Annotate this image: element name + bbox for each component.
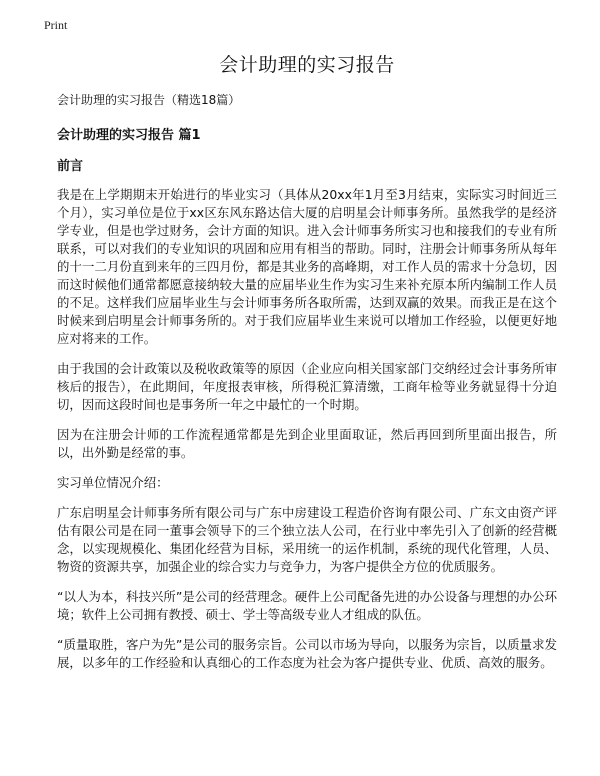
document-title: 会计助理的实习报告 <box>219 54 395 76</box>
document-page <box>57 50 557 684</box>
preface-heading: 前言 <box>57 159 84 174</box>
paragraph-business-philosophy: “以人为本，科技兴所”是公司的经营理念。硬件上公司配备先进的办公设备与理想的办公环境；软件上公司拥有教授、硕士、学士等高级专业人才组成的队伍。 <box>57 589 557 622</box>
paragraph-company-description: 广东启明星会计师事务所有限公司与广东中房建设工程造价咨询有限公司、广东文由资产评估有限公司是在同一董事会领导下的三个独立法人公司，在行业中率先引入了创新的经营概念，以实现规模化、集团化经营为目标，采用统一的运作机制，系统的现代化管理，人员、物资的资源共享，加强企业的综合实力与竞争力，为客户提供全方位的优质服务。 <box>57 505 557 574</box>
paragraph-service-tenet: “质量取胜，客户为先”是公司的服务宗旨。公司以市场为导向，以服务为宗旨，以质量求发展，以多年的工作经验和认真细心的工作态度为社会为客户提供专业、优质、高效的服务。 <box>57 637 557 670</box>
paragraph-policy-reason: 由于我国的会计政策以及税收政策等的原因（企业应向相关国家部门交纳经过会计事务所审核后的报告），在此期间，年度报表审核，所得税汇算清缴，工商年检等业务就显得十分迫切，因而这段时间也是事务所一年之中最忙的一个时期。 <box>57 361 557 412</box>
paragraph-fieldwork: 因为在注册会计师的工作流程通常都是先到企业里面取证，然后再回到所里面出报告，所以，出外勤是经常的事。 <box>57 427 557 460</box>
paragraph-company-intro-label: 实习单位情况介绍： <box>57 475 169 490</box>
print-link[interactable]: Print <box>44 18 68 32</box>
document-subtitle: 会计助理的实习报告（精选18篇） <box>57 93 241 107</box>
paragraph-internship-intro: 我是在上学期期末开始进行的毕业实习（具体从20xx年1月至3月结束，实际实习时间近三个月），实习单位是位于xx区东风东路达信大厦的启明星会计师事务所。虽然我学的是经济学专业，但是也学过财务，会计方面的知识。进入会计师事务所实习也和接我们的专业有所联系，可以对我们的专业知识的巩固和应用有相当的帮助。同时，注册会计师事务所从每年的十一二月份直到来年的三四月份，都是其业务的高峰期，对工作人员的需求十分急切，因而这时候他们通常都愿意接纳较大量的应届毕业生作为实习生来补充原本所内编制工作人员的不足。这样我们应届毕业生与会计师事务所各取所需，达到双赢的效果。而我正是在这个时候来到启明星会计师事务所的。对于我们应届毕业生来说可以增加工作经验，以便更好地应对将来的工作。 <box>57 187 557 346</box>
section-heading: 会计助理的实习报告 篇1 <box>57 128 201 143</box>
